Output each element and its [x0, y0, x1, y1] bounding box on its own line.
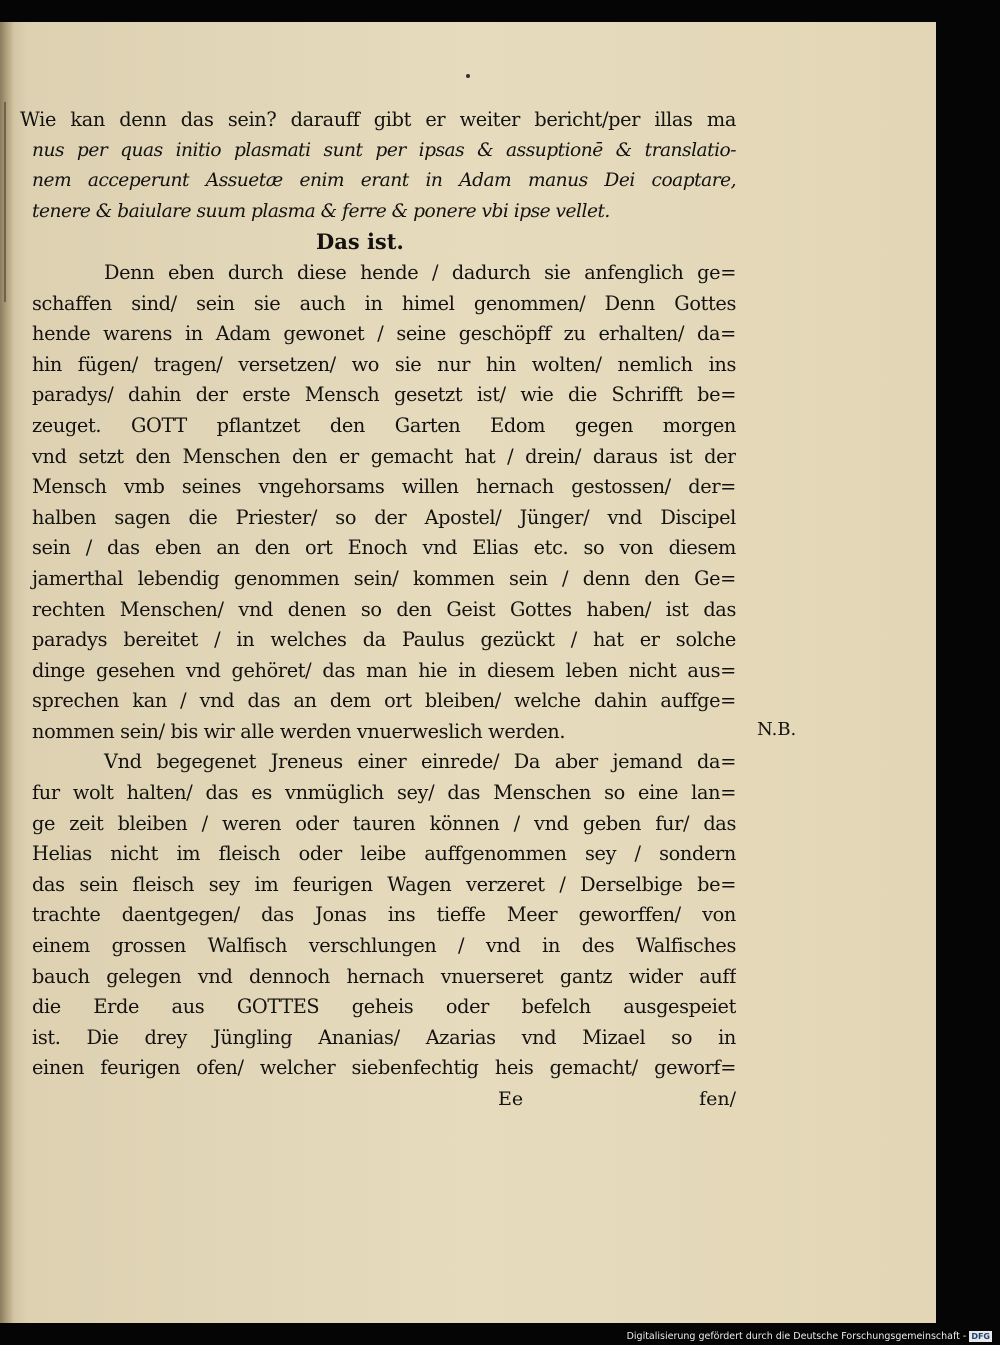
text-line-latin: nus per quas initio plasmati sunt per ipsas & assuptionē & translatio- — [32, 139, 736, 161]
text-line: nommen sein/ bis wir alle werden vnuerweslich werden. — [32, 719, 566, 743]
text-line: hin fügen/ tragen/ versetzen/ wo sie nur hin wolten/ nemlich ins — [32, 352, 736, 376]
text-line-latin: nem acceperunt Assuetæ enim erant in Adam manus Dei coaptare, — [32, 170, 736, 192]
page-gutter — [0, 22, 14, 1323]
text-line: halben sagen die Priester/ so der Apostel/ Jünger/ vnd Discipel — [32, 505, 736, 529]
text-line: Helias nicht im fleisch oder leibe auffgenommen sey / sondern — [32, 842, 736, 866]
text-line: vnd setzt den Menschen den er gemacht hat / drein/ daraus ist der — [32, 444, 736, 468]
text-line: hende warens in Adam gewonet / seine geschöpff zu erhalten/ da= — [32, 322, 736, 346]
text-line: bauch gelegen vnd dennoch hernach vnuerseret gantz wider auff — [32, 964, 736, 988]
text-line: paradys bereitet / in welches da Paulus gezückt / hat er solche — [32, 628, 736, 652]
credit-text: Digitalisierung gefördert durch die Deutsche Forschungsgemeinschaft - — [626, 1331, 967, 1342]
book-page — [0, 22, 936, 1323]
text-line: trachte daentgegen/ das Jonas ins tieffe Meer geworffen/ von — [32, 903, 736, 927]
text-line-gothic: Wie kan denn das sein? darauff gibt er weiter bericht/per illas ma — [20, 108, 736, 131]
text-line: sein / das eben an den ort Enoch vnd Elias etc. so von diesem — [32, 536, 736, 560]
signature-mark: Ee — [498, 1088, 524, 1110]
marginal-note: N.B. — [757, 719, 797, 740]
page-footer-line — [20, 1084, 736, 1115]
text-line: rechten Menschen/ vnd denen so den Geist Gottes haben/ ist das — [32, 597, 736, 621]
text-line: zeuget. GOTT pflantzet den Garten Edom gegen morgen — [32, 413, 736, 437]
paragraph-1 — [20, 258, 736, 748]
text-line: fur wolt halten/ das es vnmüglich sey/ das Menschen so eine lan= — [32, 781, 736, 805]
text-line: sprechen kan / vnd das an dem ort bleiben/ welche dahin auffge= — [32, 689, 736, 713]
page-text — [20, 105, 736, 1115]
section-heading: Das ist. — [316, 229, 404, 255]
text-line: einen feurigen ofen/ welcher siebenfechtig heis gemacht/ geworf= — [32, 1056, 736, 1080]
text-line: jamerthal lebendig genommen sein/ kommen sein / denn den Ge= — [32, 566, 736, 590]
text-line: einem grossen Walfisch verschlungen / vnd in des Walfisches — [32, 934, 736, 958]
text-line: paradys/ dahin der erste Mensch gesetzt ist/ wie die Schrifft be= — [32, 383, 736, 407]
text-line: Vnd begegenet Jreneus einer einrede/ Da aber jemand da= — [104, 750, 736, 774]
digitization-credit — [627, 1331, 992, 1342]
text-line: Denn eben durch diese hende / dadurch sie anfenglich ge= — [104, 260, 736, 284]
text-line: die Erde aus GOTTES geheis oder befelch ausgespeiet — [32, 995, 736, 1019]
paragraph-2 — [20, 747, 736, 1084]
ink-speck — [466, 74, 470, 78]
text-line: Mensch vmb seines vngehorsams willen hernach gestossen/ der= — [32, 475, 736, 499]
text-line: ge zeit bleiben / weren oder tauren können / vnd geben fur/ das — [32, 811, 736, 835]
text-line: schaffen sind/ sein sie auch in himel genommen/ Denn Gottes — [32, 291, 736, 315]
text-line — [20, 105, 736, 136]
text-line-latin: tenere & baiulare suum plasma & ferre & ponere vbi ipse vellet. — [32, 200, 610, 222]
gutter-shadow — [4, 102, 6, 302]
catchword: fen/ — [699, 1088, 736, 1110]
dfg-logo: DFG — [971, 1332, 990, 1341]
text-line: das sein fleisch sey im feurigen Wagen verzeret / Derselbige be= — [32, 872, 736, 896]
text-line: dinge gesehen vnd gehöret/ das man hie in diesem leben nicht aus= — [32, 658, 736, 682]
text-line: ist. Die drey Jüngling Ananias/ Azarias vnd Mizael so in — [32, 1025, 736, 1049]
